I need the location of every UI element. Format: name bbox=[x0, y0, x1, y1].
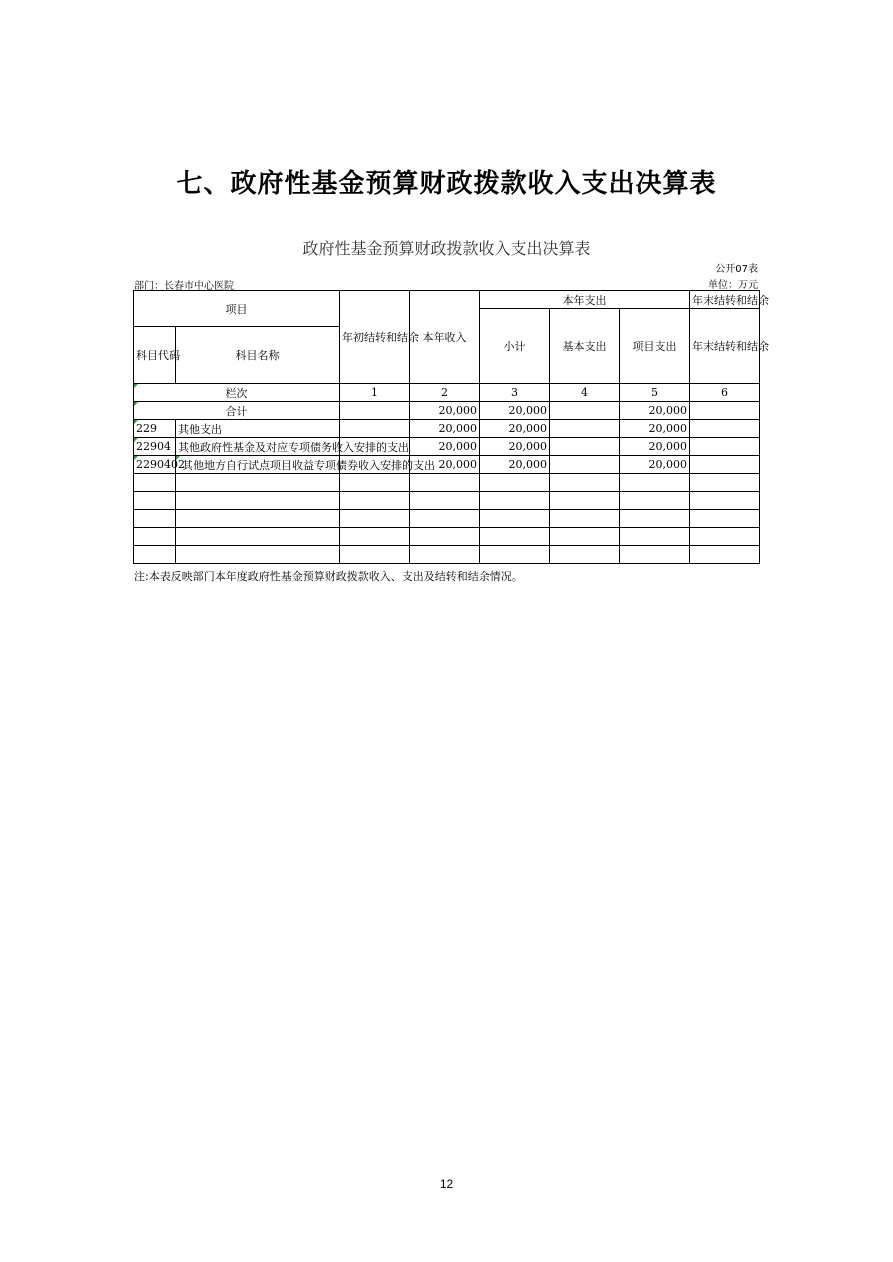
header-name: 科目名称 bbox=[176, 327, 340, 384]
table-note: 注:本表反映部门本年度政府性基金预算财政拨款收入、支出及结转和结余情况。 bbox=[134, 570, 523, 583]
header-subtotal: 小计 bbox=[480, 309, 550, 384]
column-index: 1 bbox=[340, 384, 410, 402]
cell-project-expense: 20,000 bbox=[620, 420, 690, 438]
unit-label: 单位：万元 bbox=[708, 280, 758, 291]
column-index-label: 栏次 bbox=[134, 384, 340, 402]
page-number: 12 bbox=[439, 1177, 454, 1191]
cell-code: 22904 bbox=[134, 438, 176, 456]
cell-carryover-end bbox=[690, 420, 760, 438]
header-carryover-end-sub: 年末结转和结余 bbox=[690, 309, 760, 384]
cell-income: 20,000 bbox=[410, 402, 480, 420]
column-index: 3 bbox=[480, 384, 550, 402]
table-row bbox=[134, 438, 760, 456]
empty-row bbox=[134, 474, 760, 492]
cell-name: 其他地方自行试点项目收益专项债券收入安排的支出 bbox=[176, 456, 340, 474]
empty-row bbox=[134, 492, 760, 510]
table-title: 政府性基金预算财政拨款收入支出决算表 bbox=[302, 239, 591, 258]
cell-name: 其他支出 bbox=[176, 420, 340, 438]
total-label: 合计 bbox=[134, 402, 340, 420]
cell-subtotal: 20,000 bbox=[480, 456, 550, 474]
column-index: 4 bbox=[550, 384, 620, 402]
cell-subtotal: 20,000 bbox=[480, 420, 550, 438]
cell-carryover-end bbox=[690, 456, 760, 474]
cell-basic bbox=[550, 456, 620, 474]
table-row bbox=[134, 420, 760, 438]
cell-basic bbox=[550, 420, 620, 438]
header-expense: 本年支出 bbox=[480, 291, 690, 309]
cell-basic bbox=[550, 438, 620, 456]
header-carryover-begin: 年初结转和结余 bbox=[340, 291, 410, 384]
header-project-expense: 项目支出 bbox=[620, 309, 690, 384]
cell-project-expense: 20,000 bbox=[620, 438, 690, 456]
cell-income: 20,000 bbox=[410, 420, 480, 438]
page-heading: 七、政府性基金预算财政拨款收入支出决算表 bbox=[176, 169, 717, 199]
cell-name: 其他政府性基金及对应专项债务收入安排的支出 bbox=[176, 438, 340, 456]
form-number: 公开07表 bbox=[715, 264, 758, 275]
header-code: 科目代码 bbox=[134, 327, 176, 384]
cell-income: 20,000 bbox=[410, 438, 480, 456]
cell-subtotal: 20,000 bbox=[480, 402, 550, 420]
column-index: 2 bbox=[410, 384, 480, 402]
cell-carryover-begin bbox=[340, 420, 410, 438]
empty-row bbox=[134, 528, 760, 546]
cell-basic bbox=[550, 402, 620, 420]
empty-row bbox=[134, 510, 760, 528]
empty-row bbox=[134, 546, 760, 564]
cell-carryover-begin bbox=[340, 402, 410, 420]
cell-carryover-end bbox=[690, 438, 760, 456]
cell-code: 229 bbox=[134, 420, 176, 438]
header-income: 本年收入 bbox=[410, 291, 480, 384]
total-row bbox=[134, 402, 760, 420]
column-index: 5 bbox=[620, 384, 690, 402]
department-label: 部门：长春市中心医院 bbox=[134, 281, 234, 292]
cell-project-expense: 20,000 bbox=[620, 402, 690, 420]
cell-project-expense: 20,000 bbox=[620, 456, 690, 474]
cell-income: 20,000 bbox=[410, 456, 480, 474]
budget-table bbox=[133, 290, 770, 564]
header-basic: 基本支出 bbox=[550, 309, 620, 384]
cell-code: 2290402 bbox=[134, 456, 176, 474]
table-row bbox=[134, 456, 760, 474]
cell-subtotal: 20,000 bbox=[480, 438, 550, 456]
column-index: 6 bbox=[690, 384, 760, 402]
header-carryover-end: 年末结转和结余 bbox=[690, 291, 760, 309]
header-project: 项目 bbox=[134, 291, 340, 327]
cell-carryover-end bbox=[690, 402, 760, 420]
